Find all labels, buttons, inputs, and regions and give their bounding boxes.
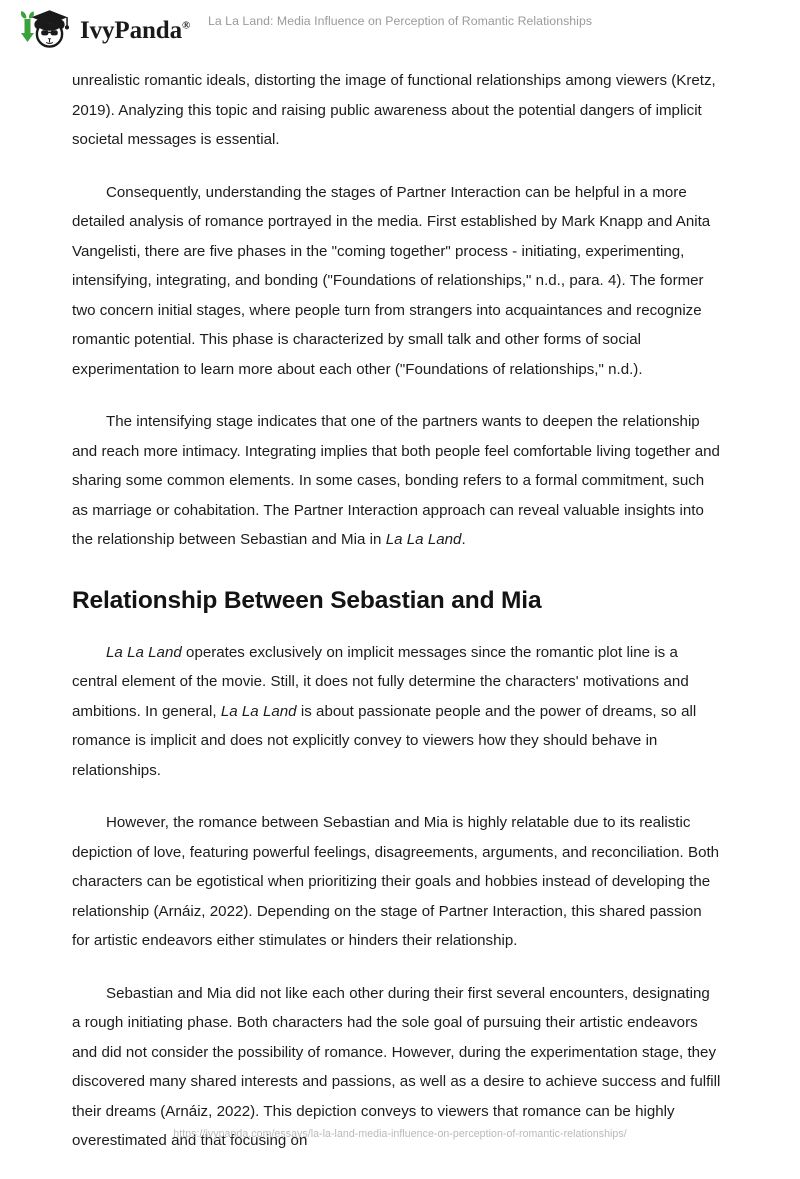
film-title-italic: La La Land <box>220 702 297 720</box>
paragraph-5: However, the romance between Sebastian and Mia is highly relatable due to its realistic depiction of love, featuring powerful feelings, disagreements, arguments, and reconciliation. Both characters can be egotistical when prioritizing their goals and hobbies instead of developing the relationship (Arnáiz, 2022). Depending on the stage of Partner Interaction, this shared passion for artistic endeavors either stimulates or hinders their relationship. <box>72 814 720 949</box>
paragraph-1: unrealistic romantic ideals, distorting the image of functional relationships among viewers (Kretz, 2019). Analyzing this topic and raising public awareness about the potential dangers of implicit societal messages is essential. <box>72 72 716 148</box>
paragraph-4-text-a: operates exclusively on implicit messages since the romantic plot line is a central element of the movie. Still, it does not fully determine the characters' motivations and ambitions. In general, <box>72 643 689 720</box>
paragraph-3-text-b: . <box>461 531 466 548</box>
film-title-italic: La La Land <box>106 643 182 661</box>
page-footer <box>0 1124 800 1142</box>
document-body <box>72 66 722 1179</box>
paragraph-6: Sebastian and Mia did not like each other during their first several encounters, designating a rough initiating phase. Both characters had the sole goal of pursuing their artistic endeavors and did not consider the possibility of romance. However, during the experimentation stage, they discovered many shared interests and passions, as well as a desire to achieve success and fulfill their dreams (Arnáiz, 2022). This depiction conveys to viewers that romance can be highly overestimated and that focusing on <box>72 984 721 1149</box>
paragraph-3 <box>72 407 722 555</box>
film-title-italic: La La Land <box>385 531 462 548</box>
paragraph-2: Consequently, understanding the stages of Partner Interaction can be helpful in a more detailed analysis of romance portrayed in the media. First established by Mark Knapp and Anita Vangelisti, there are five phases in the "coming together" process - initiating, experimenting, intensifying, integrating, and bonding ("Foundations of relationships," n.d., para. 4). The former two concern initial stages, where people turn from strangers into acquaintances and recognize romantic potential. This phase is characterized by small talk and other forms of social experimentation to learn more about each other ("Foundations of relationships," n.d.). <box>72 183 711 378</box>
paragraph-4 <box>72 638 722 786</box>
section-heading: Relationship Between Sebastian and Mia <box>72 586 542 614</box>
running-head-title: La La Land: Media Influence on Perception of Romantic Relationships <box>207 14 593 28</box>
page-header <box>0 0 800 58</box>
brand-name-text: IvyPanda <box>80 16 183 44</box>
paragraph-3-text-a: The intensifying stage indicates that one of the partners wants to deepen the relationship and reach more intimacy. Integrating implies that both people feel comfortable living together and sharing some common elements. In some cases, bonding refers to a formal commitment, such as marriage or cohabitation. The Partner Interaction approach can reveal valuable insights into the relationship between Sebastian and Mia in <box>72 413 720 548</box>
source-url-link[interactable]: https://ivypanda.com/essays/la-la-land-media-influence-on-perception-of-romantic-relationships/ <box>173 1128 627 1140</box>
registered-mark-icon: ® <box>182 19 191 32</box>
paragraph-4-text-b: is about passionate people and the power of dreams, so all romance is implicit and does not explicitly convey to viewers how they should behave in relationships. <box>72 702 697 779</box>
